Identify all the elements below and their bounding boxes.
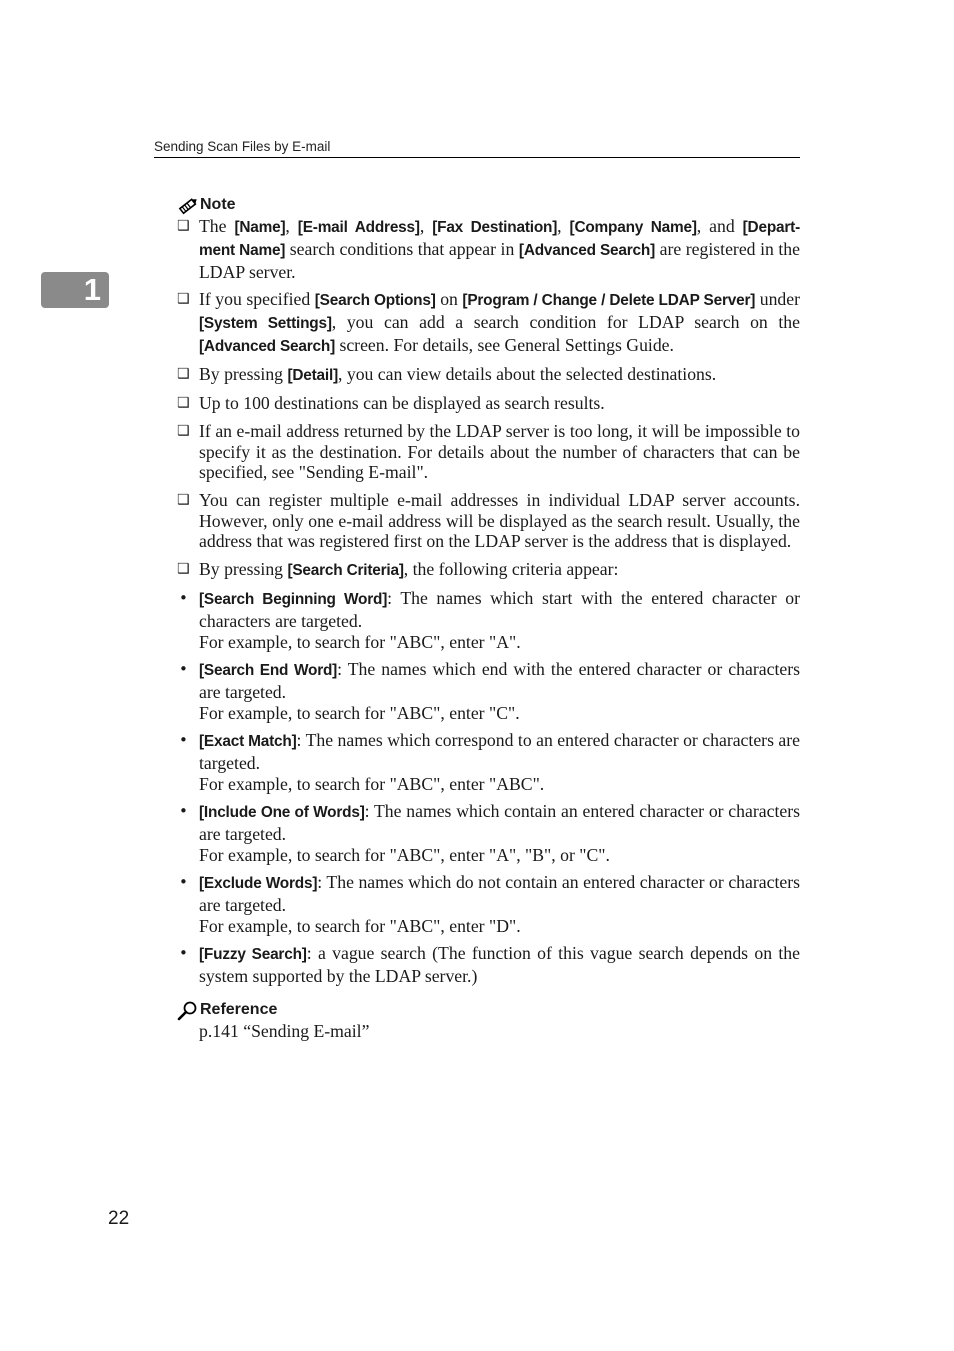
note-item [177,289,800,357]
dot-bullet-icon: • [179,731,188,750]
note-item [177,421,800,483]
key-label: [Exclude Words] [199,875,318,893]
body-text: Up to 100 destinations can be displayed as search results. [199,393,605,414]
checkbox-bullet-icon: ❑ [177,290,190,307]
checkbox-bullet-icon: ❑ [177,365,190,382]
note-item [177,559,800,582]
body-text: screen. For details, see General Settings Guide. [335,334,674,355]
page-number: 22 [108,1208,130,1229]
dot-bullet-icon: • [179,802,188,821]
key-label: [E-mail Address] [297,219,420,236]
key-label: [Search End Word] [199,662,338,680]
dot-bullet-icon: • [179,660,188,679]
key-label: [Program / Change / Delete LDAP Server] [462,291,756,309]
dot-bullet-icon: • [179,589,188,608]
body-text: : The names which contain an entered character or characters are targeted. [199,801,800,844]
body-text: , [419,216,433,236]
criteria-item [177,588,800,652]
pencil-icon [177,196,199,216]
checkbox-bullet-icon: ❑ [177,560,190,577]
body-text: on [435,288,463,309]
body-text: , you can add a search condition for LDAP search on the [331,311,800,332]
note-item [177,216,800,282]
key-label: [Fax Destination] [432,219,558,236]
key-label: [Include One of Words] [199,804,365,822]
key-label: [Fuzzy Search] [199,946,307,964]
body-text: under [755,288,800,309]
body-text: , [557,216,570,236]
body-text: : The names which start with the entered character or characters are targeted. [199,588,800,631]
note-item [177,393,800,414]
body-text: , the following criteria appear: [403,558,619,579]
criteria-item [177,730,800,794]
body-text: If an e-mail address returned by the LDAP server is too long, it will be impossible to specify it as the destination. For details about the number of characters that can be specified, see "Sending E-mail". [199,420,800,483]
body-text: search conditions that appear in [285,238,519,259]
body-text: For example, to search for "ABC", enter "A", "B", or "C". [199,844,610,865]
body-text: For example, to search for "ABC", enter "ABC". [199,773,545,794]
key-label: [Detail] [287,366,338,384]
criteria-item [177,659,800,723]
dot-bullet-icon: • [179,873,188,892]
body-text: For example, to search for "ABC", enter "D". [199,915,521,936]
note-item [177,364,800,387]
body-text: are registered in the LDAP server. [199,238,800,282]
note-list [177,216,800,582]
body-text: , you can view details about the selected destinations. [338,363,717,384]
body-text: You can register multiple e-mail addresses in individual LDAP server accounts. However, only one e-mail address will be displayed as the search result. Usually, the address that was registered first on the LDAP server is the address that is displayed. [199,489,800,552]
key-label: [Search Options] [314,291,436,309]
running-header: Sending Scan Files by E-mail [154,139,800,158]
body-text: : The names which end with the entered character or characters are targeted. [199,659,800,702]
note-heading [177,192,800,216]
body-text: , [285,216,298,236]
body-text: The [199,216,235,236]
criteria-list [177,588,800,987]
body-text: : The names which do not contain an entered character or characters are targeted. [199,872,801,915]
key-label: [Exact Match] [199,733,297,751]
reference-title: Reference [200,1000,278,1018]
note-title: Note [200,196,236,214]
criteria-item [177,801,800,865]
checkbox-bullet-icon: ❑ [177,491,190,508]
body-text: : The names which correspond to an entered character or characters are targeted. [199,730,801,773]
checkbox-bullet-icon: ❑ [177,395,190,412]
body-text: By pressing [199,363,288,384]
criteria-item [177,943,800,987]
reference-heading [177,997,800,1021]
key-label: [Search Beginning Word] [199,591,388,609]
body-text: For example, to search for "ABC", enter "C". [199,702,520,723]
dot-bullet-icon: • [179,944,188,963]
key-label: [Advanced Search] [199,337,336,355]
key-label: [Advanced Search] [518,241,656,259]
body-text: For example, to search for "ABC", enter "A". [199,631,521,652]
key-label: [Name] [234,219,286,236]
body-text: If you specified [199,288,315,309]
body-text: By pressing [199,558,288,579]
body-text: , and [696,216,743,236]
key-label: [Depart-ment Name] [199,219,801,259]
reference-text: p.141 “Sending E-mail” [199,1020,370,1041]
key-label: [Company Name] [569,219,697,236]
checkbox-bullet-icon: ❑ [177,422,190,439]
body-text: : a vague search (The function of this vague search depends on the system supported by the LDAP server.) [199,943,800,986]
criteria-item [177,872,800,936]
key-label: [System Settings] [199,314,332,332]
key-label: [Search Criteria] [287,561,404,579]
page-content [177,192,800,1041]
magnifier-icon [177,1001,199,1021]
chapter-tab: 1 [41,272,109,308]
checkbox-bullet-icon: ❑ [177,218,190,234]
note-item [177,490,800,552]
